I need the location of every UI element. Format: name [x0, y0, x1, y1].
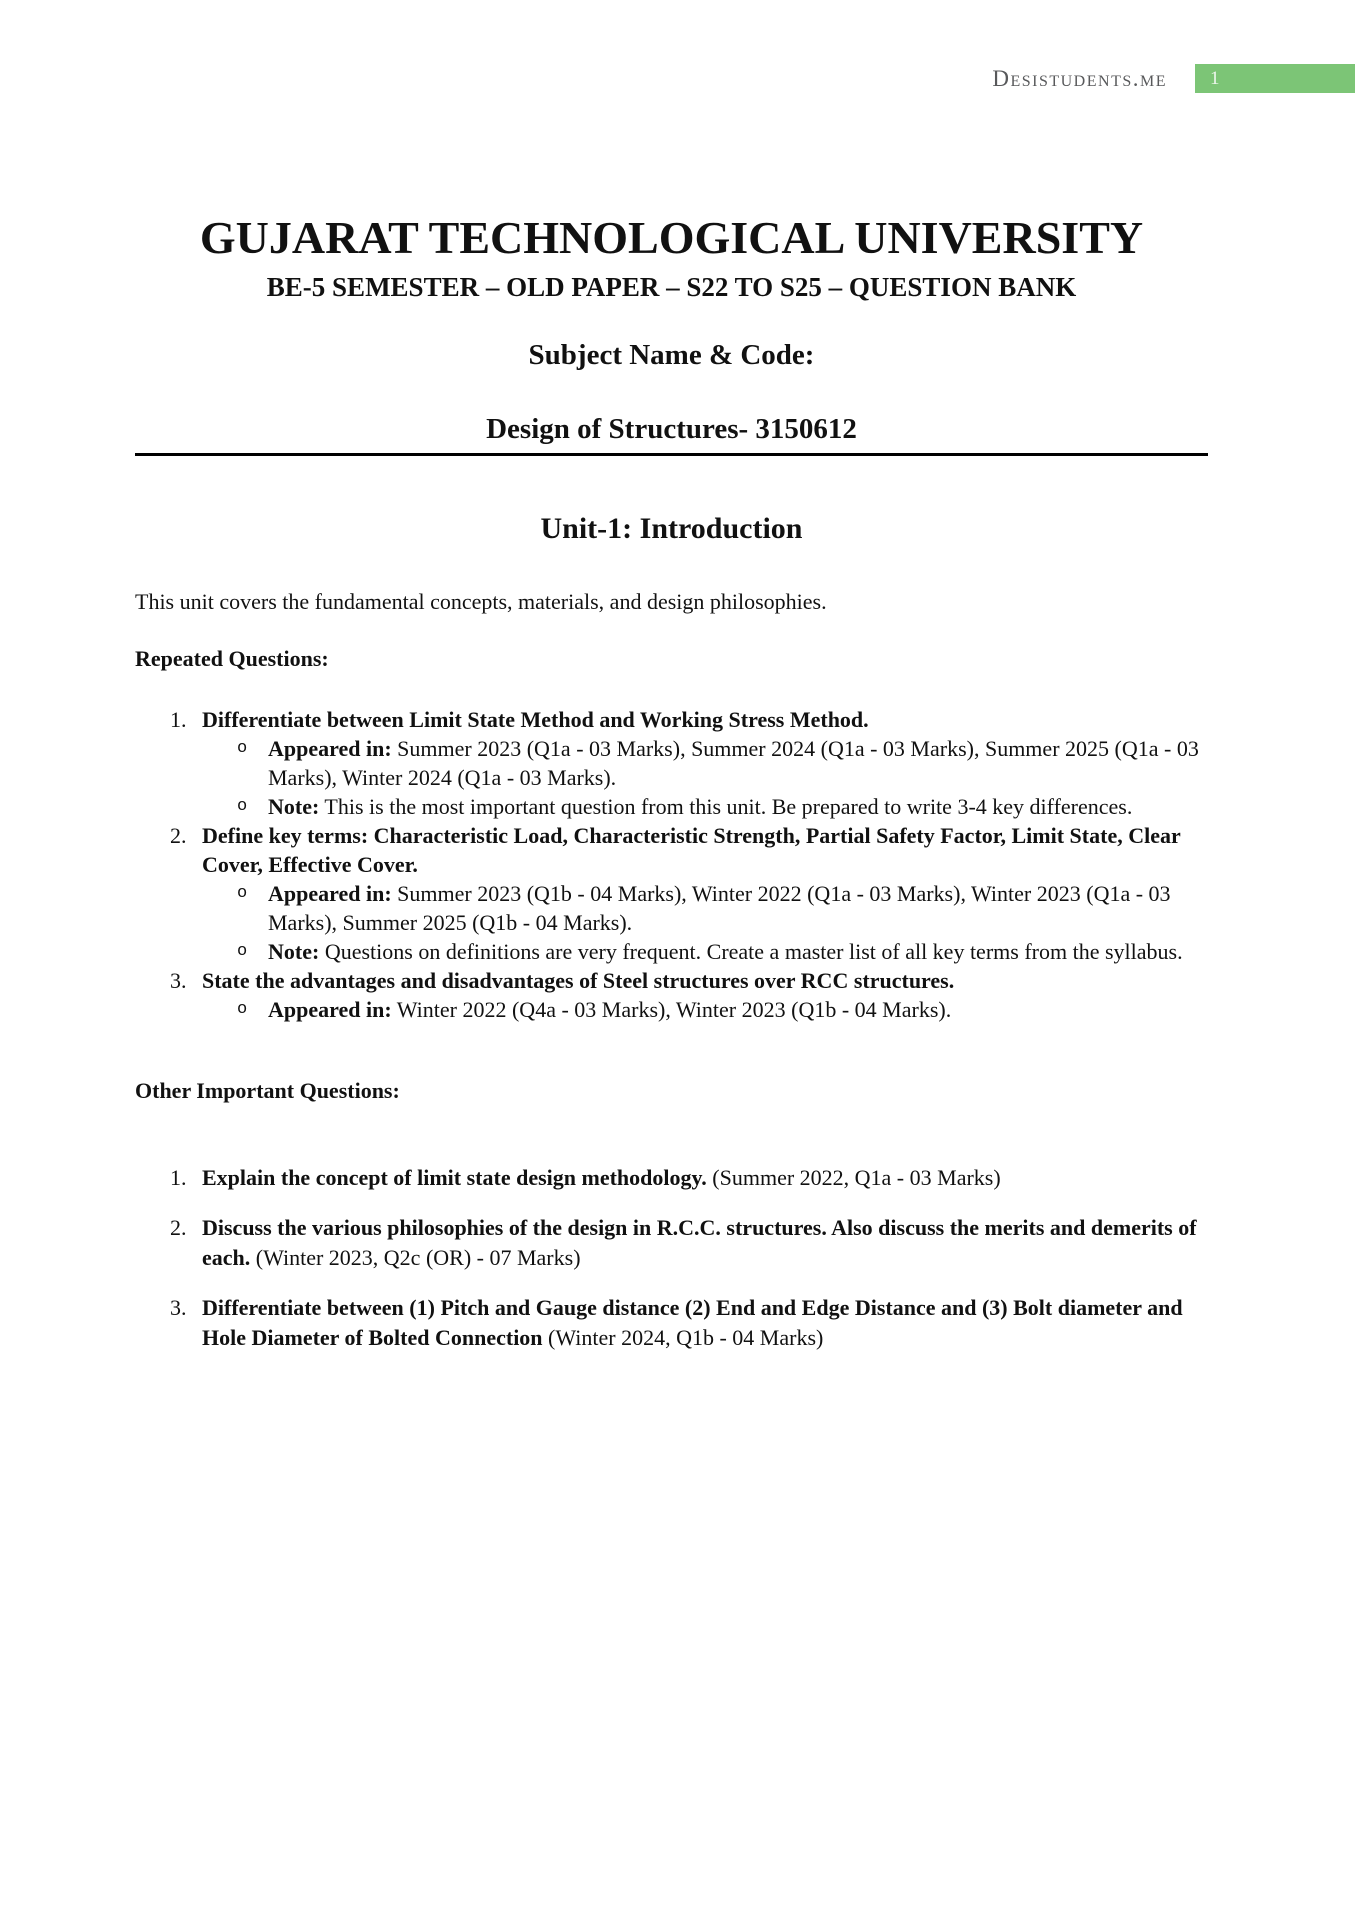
- question-row: [135, 821, 1208, 879]
- question-number: 3.: [170, 968, 187, 994]
- question-row: [135, 705, 1208, 734]
- repeated-questions-list: [135, 705, 1208, 1024]
- bullet-marker: o: [237, 942, 248, 962]
- sub-item-text: [268, 734, 1208, 792]
- bullet-marker: o: [237, 797, 248, 817]
- question-number: 1.: [170, 1165, 187, 1191]
- sub-item-row: [135, 792, 1208, 821]
- sub-item-text: [268, 879, 1208, 937]
- question-bold-text: Discuss the various philosophies of the design in R.C.C. structures. Also discuss the merits and demerits of each.: [202, 1215, 1197, 1271]
- page-number-badge: 1: [1195, 64, 1355, 93]
- question-reference: (Winter 2023, Q2c (OR) - 07 Marks): [255, 1245, 581, 1271]
- question-number: 1.: [170, 707, 187, 733]
- subject-name-label: Subject Name & Code:: [528, 339, 815, 372]
- question-number: 2.: [170, 1215, 187, 1241]
- note-label: Note:: [268, 794, 320, 820]
- subject-code-heading: Design of Structures- 3150612: [135, 411, 1208, 456]
- bullet-marker: o: [237, 1000, 248, 1020]
- bullet-marker: o: [237, 884, 248, 904]
- appeared-in-label: Appeared in:: [268, 997, 392, 1023]
- question-item: [135, 1163, 1208, 1193]
- repeated-questions-heading: Repeated Questions:: [135, 646, 329, 672]
- question-row: [135, 1213, 1208, 1273]
- other-questions-list: [135, 1163, 1208, 1353]
- note-value: This is the most important question from this unit. Be prepared to write 3-4 key differences.: [324, 794, 1133, 820]
- bullet-marker: o: [237, 739, 248, 759]
- sub-item-row: [135, 937, 1208, 966]
- question-bold-text: Differentiate between (1) Pitch and Gauge distance (2) End and Edge Distance and (3) Bolt diameter and Hole Diameter of Bolted Connection: [202, 1295, 1183, 1351]
- page-header: [992, 64, 1358, 93]
- question-row: [135, 966, 1208, 995]
- appeared-in-label: Appeared in:: [268, 736, 392, 762]
- question-text: [202, 1213, 1208, 1273]
- question-reference: (Winter 2024, Q1b - 04 Marks): [548, 1325, 824, 1351]
- question-row: [135, 1293, 1208, 1353]
- note-label: Note:: [268, 939, 320, 965]
- appeared-in-value: Summer 2023 (Q1b - 04 Marks), Winter 2022 (Q1a - 03 Marks), Winter 2023 (Q1a - 03 Marks), Summer 2025 (Q1b - 04 Marks).: [268, 881, 1171, 936]
- question-item: [135, 705, 1208, 821]
- site-name: Desistudents.me: [992, 65, 1167, 91]
- question-row: [135, 1163, 1208, 1193]
- sub-item-row: [135, 734, 1208, 792]
- question-item: [135, 821, 1208, 966]
- question-bank-banner: BE-5 SEMESTER – OLD PAPER – S22 TO S25 – QUESTION BANK: [266, 271, 1077, 302]
- question-bold-text: Explain the concept of limit state design methodology.: [202, 1165, 707, 1191]
- appeared-in-value: Summer 2023 (Q1a - 03 Marks), Summer 2024 (Q1a - 03 Marks), Summer 2025 (Q1a - 03 Marks), Winter 2024 (Q1a - 03 Marks).: [268, 736, 1199, 791]
- note-value: Questions on definitions are very frequent. Create a master list of all key terms from the syllabus.: [324, 939, 1183, 965]
- university-title: GUJARAT TECHNOLOGICAL UNIVERSITY: [199, 212, 1144, 263]
- question-text: State the advantages and disadvantages of Steel structures over RCC structures.: [202, 968, 955, 994]
- question-text: Differentiate between Limit State Method and Working Stress Method.: [202, 707, 869, 733]
- question-item: [135, 966, 1208, 1024]
- sub-item-row: [135, 995, 1208, 1024]
- other-questions-heading: Other Important Questions:: [135, 1078, 400, 1104]
- appeared-in-label: Appeared in:: [268, 881, 392, 907]
- question-number: 3.: [170, 1295, 187, 1321]
- question-item: [135, 1293, 1208, 1353]
- question-text: [202, 1163, 1208, 1193]
- question-text: Define key terms: Characteristic Load, Characteristic Strength, Partial Safety Factor, Limit State, Clear Cover, Effective Cover.: [202, 823, 1181, 878]
- unit-heading: Unit-1: Introduction: [540, 512, 803, 546]
- question-text: [202, 1293, 1208, 1353]
- appeared-in-value: Winter 2022 (Q4a - 03 Marks), Winter 2023 (Q1b - 04 Marks).: [396, 997, 952, 1023]
- sub-item-row: [135, 879, 1208, 937]
- sub-item-text: [268, 792, 1208, 821]
- sub-item-text: [268, 995, 1208, 1024]
- unit-description: This unit covers the fundamental concepts, materials, and design philosophies.: [135, 589, 827, 615]
- question-reference: (Summer 2022, Q1a - 03 Marks): [712, 1165, 1001, 1191]
- sub-item-text: [268, 937, 1208, 966]
- question-number: 2.: [170, 823, 187, 849]
- question-item: [135, 1213, 1208, 1273]
